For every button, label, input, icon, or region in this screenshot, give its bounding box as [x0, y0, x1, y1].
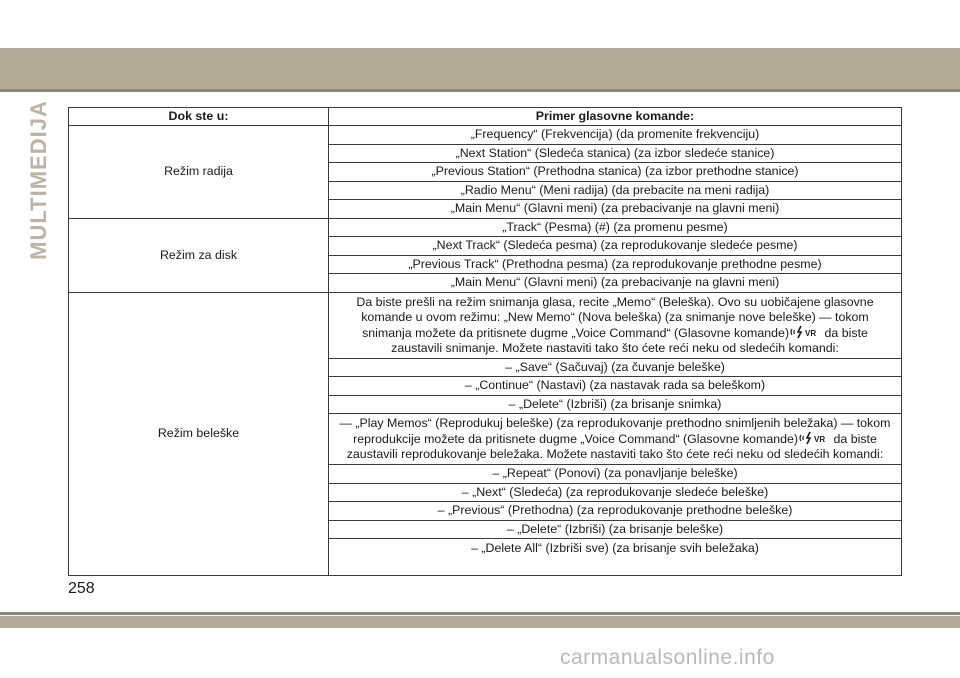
- command-cell: – „Repeat“ (Ponovi) (za ponavljanje beleške): [329, 465, 902, 484]
- header-band: [0, 48, 960, 89]
- command-cell: „Main Menu“ (Glavni meni) (za prebacivanje na glavni meni): [329, 274, 902, 293]
- command-cell: „Next Station“ (Sledeća stanica) (za izbor sledeće stanice): [329, 144, 902, 163]
- command-cell-memo-intro: [329, 292, 902, 358]
- header-command: Primer glasovne komande:: [329, 108, 902, 126]
- header-rule: [0, 89, 960, 92]
- command-cell: „Next Track“ (Sledeća pesma) (za reprodukovanje sledeće pesme): [329, 237, 902, 256]
- table-row: [69, 218, 902, 237]
- play-memos-text: — „Play Memos“ (Reprodukuj beleške) (za reprodukovanje prethodno snimljenih beležaka) — tokom reprodukcije možete da pritisnete dugme „Voice Command“ (Glasovne komande): [339, 416, 891, 446]
- command-cell: – „Next“ (Sledeća) (za reprodukovanje sledeće beleške): [329, 483, 902, 502]
- command-cell: – „Delete“ (Izbriši) (za brisanje beleške): [329, 520, 902, 539]
- mode-cell-radio: Režim radija: [69, 126, 329, 219]
- play-memos-text-cont: da biste zaustavili reprodukovanje beležaka. Možete nastaviti tako što ćete reći neku od sledećih komandi:: [346, 432, 884, 461]
- table-row: [69, 126, 902, 145]
- table-row: [69, 292, 902, 358]
- page-number: 258: [68, 580, 95, 597]
- command-cell: „Previous Station“ (Prethodna stanica) (za izbor prethodne stanice): [329, 163, 902, 182]
- header-mode: Dok ste u:: [69, 108, 329, 126]
- voice-command-icon: [789, 325, 821, 339]
- watermark: carmanualsonline.info: [560, 646, 775, 669]
- memo-intro-text: Da biste prešli na režim snimanja glasa, recite „Memo“ (Beleška). Ovo su uobičajene glasovne komande u ovom režimu: „New Memo“ (Nova beleška) (za snimanje nove beleške) — tokom snimanja možete da pritisnete dugme „Voice Command“ (Glasovne komande): [356, 294, 874, 340]
- vr-icon-text: VR: [814, 435, 826, 444]
- command-cell: „Track“ (Pesma) (#) (za promenu pesme): [329, 218, 902, 237]
- command-cell: „Frequency“ (Frekvencija) (da promenite frekvenciju): [329, 126, 902, 145]
- voice-command-icon: [798, 431, 830, 445]
- command-cell: – „Delete All“ (Izbriši sve) (za brisanje svih beležaka): [329, 539, 902, 576]
- vr-icon-text: VR: [805, 328, 817, 338]
- table-header-row: [69, 108, 902, 126]
- command-cell: „Main Menu“ (Glavni meni) (za prebacivanje na glavni meni): [329, 200, 902, 219]
- voice-command-table: [68, 107, 902, 576]
- command-cell: „Radio Menu“ (Meni radija) (da prebacite na meni radija): [329, 181, 902, 200]
- memo-intro-text-cont: da biste zaustavili snimanje. Možete nastaviti tako što ćete reći neku od sledećih komandi:: [391, 325, 868, 355]
- mode-cell-disk: Režim za disk: [69, 218, 329, 292]
- command-cell: – „Delete“ (Izbriši) (za brisanje snimka): [329, 395, 902, 414]
- footer-band: [0, 616, 960, 628]
- mode-cell-memo: Režim beleške: [69, 292, 329, 576]
- command-cell: – „Previous“ (Prethodna) (za reprodukovanje prethodne beleške): [329, 502, 902, 521]
- command-cell-play-memos: [329, 414, 902, 465]
- command-cell: – „Save“ (Sačuvaj) (za čuvanje beleške): [329, 358, 902, 377]
- command-cell: – „Continue“ (Nastavi) (za nastavak rada sa beleškom): [329, 377, 902, 396]
- section-label: MULTIMEDIJA: [26, 100, 51, 260]
- footer-rule: [0, 612, 960, 615]
- command-cell: „Previous Track“ (Prethodna pesma) (za reprodukovanje prethodne pesme): [329, 255, 902, 274]
